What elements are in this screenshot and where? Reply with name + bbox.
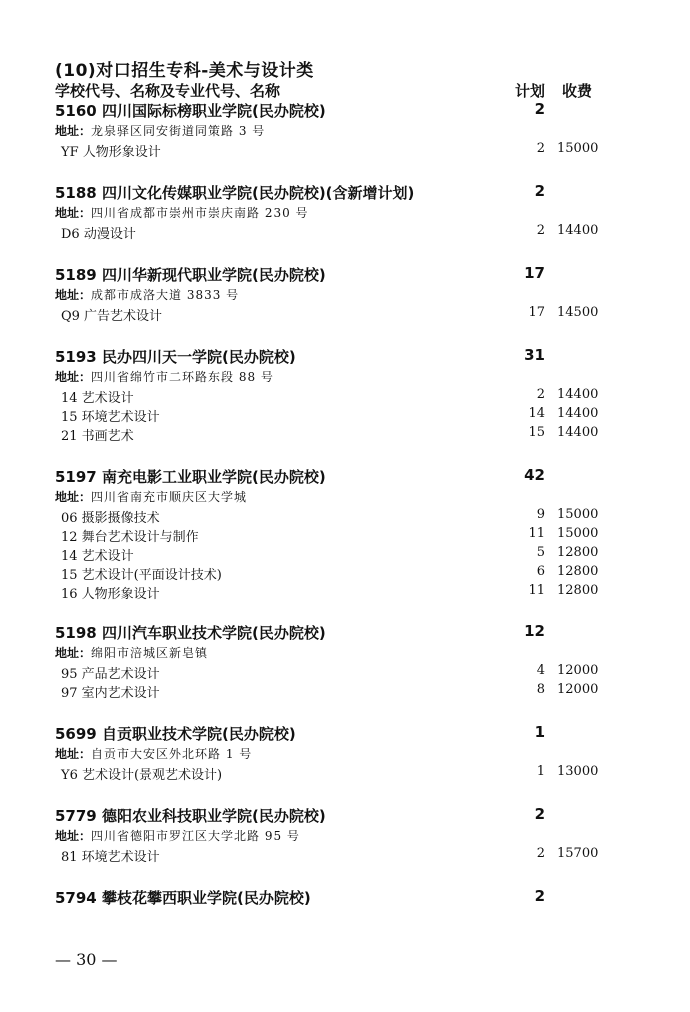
address-label: 地址： <box>55 490 92 504</box>
major-fee: 12800 <box>557 564 599 579</box>
major-fee: 12800 <box>557 583 599 598</box>
school-plan: 31 <box>524 346 545 364</box>
major-plan: 15 <box>528 425 545 440</box>
address-label: 地址： <box>55 747 92 761</box>
school-name: 5188 四川文化传媒职业学院(民办院校)(含新增计划) <box>55 184 415 202</box>
address-label: 地址： <box>55 370 92 384</box>
address-line <box>55 286 615 305</box>
major-plan: 11 <box>528 526 545 541</box>
address-line <box>55 204 615 223</box>
school-plan: 1 <box>534 723 545 741</box>
major-plan: 8 <box>536 682 545 697</box>
major-fee: 14500 <box>557 305 599 320</box>
header-plan: 计划 <box>515 82 546 100</box>
major-row <box>55 545 615 564</box>
school-block <box>55 466 615 602</box>
school-block <box>55 182 615 242</box>
school-plan: 12 <box>524 622 545 640</box>
address-line <box>55 368 615 387</box>
school-line <box>55 346 615 368</box>
school-name: 5197 南充电影工业职业学院(民办院校) <box>55 468 326 486</box>
address-label: 地址： <box>55 206 92 220</box>
major-fee: 15000 <box>557 526 599 541</box>
school-line <box>55 622 615 644</box>
address-line <box>55 488 615 507</box>
school-line <box>55 100 615 122</box>
major-plan: 2 <box>536 387 545 402</box>
page-number: — 30 — <box>55 950 118 969</box>
address-line <box>55 745 615 764</box>
school-line <box>55 887 615 909</box>
major-row <box>55 141 615 160</box>
address-value: 成都市成洛大道 3833 号 <box>91 288 240 302</box>
school-plan: 42 <box>524 466 545 484</box>
school-plan: 2 <box>534 182 545 200</box>
school-name: 5193 民办四川天一学院(民办院校) <box>55 348 296 366</box>
major-fee: 12000 <box>557 663 599 678</box>
header-fee: 收费 <box>562 82 593 100</box>
school-plan: 17 <box>524 264 545 282</box>
school-block <box>55 805 615 865</box>
school-name: 5189 四川华新现代职业学院(民办院校) <box>55 266 326 284</box>
major-name: 81 环境艺术设计 <box>61 850 160 865</box>
school-name: 5794 攀枝花攀西职业学院(民办院校) <box>55 889 311 907</box>
major-row <box>55 764 615 783</box>
school-line <box>55 182 615 204</box>
section-title: (10)对口招生专科-美术与设计类 <box>55 61 314 81</box>
major-name: 14 艺术设计 <box>61 549 134 564</box>
major-plan: 4 <box>536 663 545 678</box>
major-fee: 15000 <box>557 141 599 156</box>
major-name: 15 艺术设计(平面设计技术) <box>61 568 222 583</box>
address-label: 地址： <box>55 829 92 843</box>
major-name: 97 室内艺术设计 <box>61 686 160 701</box>
major-name: YF 人物形象设计 <box>61 145 161 160</box>
school-block <box>55 264 615 324</box>
major-fee: 14400 <box>557 425 599 440</box>
school-name: 5198 四川汽车职业技术学院(民办院校) <box>55 624 326 642</box>
address-line <box>55 644 615 663</box>
major-name: 21 书画艺术 <box>61 429 134 444</box>
address-value: 龙泉驿区同安街道同策路 3 号 <box>91 124 266 138</box>
major-fee: 15700 <box>557 846 599 861</box>
major-fee: 14400 <box>557 223 599 238</box>
major-name: 95 产品艺术设计 <box>61 667 160 682</box>
school-block <box>55 887 615 909</box>
school-plan: 2 <box>534 805 545 823</box>
school-name: 5699 自贡职业技术学院(民办院校) <box>55 725 296 743</box>
school-name: 5160 四川国际标榜职业学院(民办院校) <box>55 102 326 120</box>
major-name: 14 艺术设计 <box>61 391 134 406</box>
major-plan: 2 <box>536 223 545 238</box>
major-fee: 13000 <box>557 764 599 779</box>
major-row <box>55 387 615 406</box>
address-value: 绵阳市涪城区新皂镇 <box>91 646 209 660</box>
major-row <box>55 846 615 865</box>
major-fee: 12800 <box>557 545 599 560</box>
address-value: 四川省绵竹市二环路东段 88 号 <box>91 370 274 384</box>
address-value: 四川省成都市崇州市崇庆南路 230 号 <box>91 206 309 220</box>
major-row <box>55 583 615 602</box>
address-label: 地址： <box>55 646 92 660</box>
address-line <box>55 827 615 846</box>
major-name: 15 环境艺术设计 <box>61 410 160 425</box>
school-block <box>55 622 615 701</box>
major-plan: 14 <box>528 406 545 421</box>
header-code-name: 学校代号、名称及专业代号、名称 <box>55 82 281 100</box>
major-row <box>55 305 615 324</box>
school-name: 5779 德阳农业科技职业学院(民办院校) <box>55 807 326 825</box>
school-plan: 2 <box>534 887 545 905</box>
major-plan: 17 <box>528 305 545 320</box>
school-block <box>55 100 615 160</box>
major-row <box>55 526 615 545</box>
major-row <box>55 223 615 242</box>
school-line <box>55 805 615 827</box>
address-line <box>55 122 615 141</box>
major-fee: 14400 <box>557 387 599 402</box>
school-block <box>55 346 615 444</box>
major-fee: 12000 <box>557 682 599 697</box>
address-label: 地址： <box>55 124 92 138</box>
major-plan: 11 <box>528 583 545 598</box>
address-label: 地址： <box>55 288 92 302</box>
major-name: Y6 艺术设计(景观艺术设计) <box>61 768 223 783</box>
major-name: 06 摄影摄像技术 <box>61 511 160 526</box>
major-row <box>55 682 615 701</box>
school-line <box>55 466 615 488</box>
address-value: 自贡市大安区外北环路 1 号 <box>91 747 253 761</box>
school-line <box>55 264 615 286</box>
major-name: Q9 广告艺术设计 <box>61 309 163 324</box>
major-plan: 1 <box>536 764 545 779</box>
major-name: D6 动漫设计 <box>61 227 136 242</box>
address-value: 四川省南充市顺庆区大学城 <box>91 490 248 504</box>
school-block <box>55 723 615 783</box>
major-row <box>55 507 615 526</box>
major-plan: 9 <box>536 507 545 522</box>
major-plan: 6 <box>536 564 545 579</box>
major-row <box>55 663 615 682</box>
major-plan: 2 <box>536 141 545 156</box>
major-row <box>55 564 615 583</box>
major-fee: 14400 <box>557 406 599 421</box>
major-plan: 2 <box>536 846 545 861</box>
major-name: 16 人物形象设计 <box>61 587 160 602</box>
major-fee: 15000 <box>557 507 599 522</box>
school-plan: 2 <box>534 100 545 118</box>
address-value: 四川省德阳市罗江区大学北路 95 号 <box>91 829 300 843</box>
table-header <box>55 80 615 102</box>
major-name: 12 舞台艺术设计与制作 <box>61 530 199 545</box>
major-row <box>55 406 615 425</box>
major-plan: 5 <box>536 545 545 560</box>
major-row <box>55 425 615 444</box>
school-line <box>55 723 615 745</box>
